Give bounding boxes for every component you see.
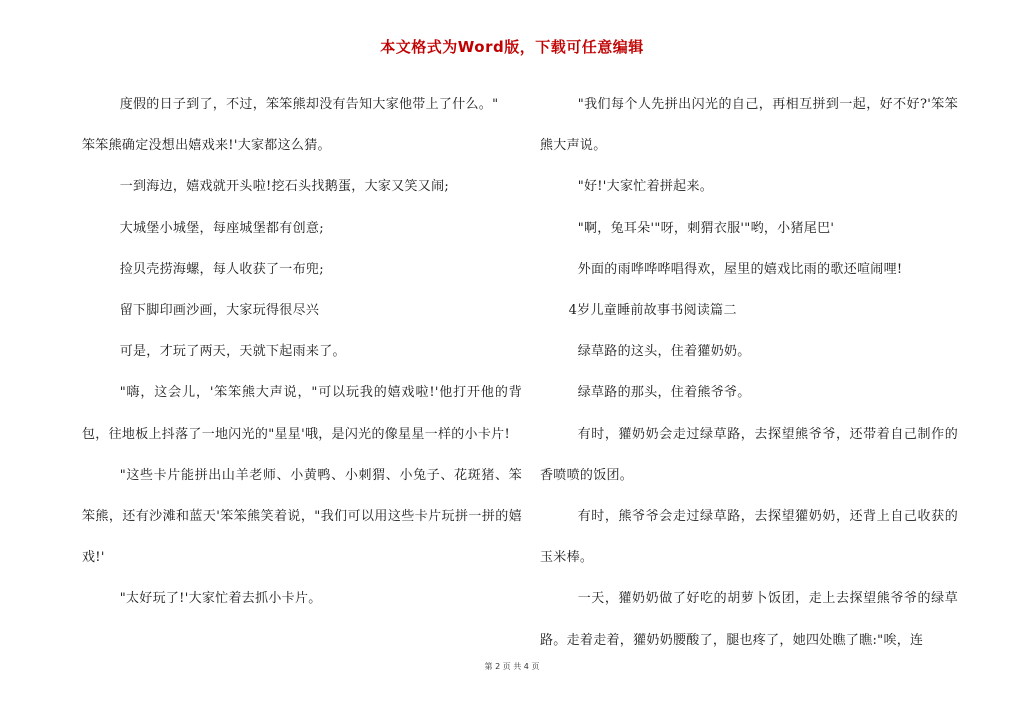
right-column — [540, 84, 958, 661]
paragraph: "太好玩了!'大家忙着去抓小卡片。 — [119, 591, 322, 607]
paragraph: "我们每个人先拼出闪光的自己，再相互拼到一起，好不好?'笨笨熊大声说。 — [540, 97, 958, 154]
page-number: 第 2 页 共 4 页 — [484, 662, 540, 671]
paragraph: 度假的日子到了，不过，笨笨熊却没有告知大家他带上了什么。" — [119, 97, 499, 112]
paragraph: 外面的雨哗哗哗唱得欢，屋里的嬉戏比雨的歌还喧闹哩! — [577, 261, 903, 277]
paragraph: 留下脚印画沙画，大家玩得很尽兴 — [119, 303, 320, 319]
paragraph: "嗨，这会儿，'笨笨熊大声说，"可以玩我的嬉戏啦!'他打开他的背包，往地板上抖落了一地闪光的"星星'哦，是闪光的像星星一样的小卡片! — [82, 385, 522, 442]
paragraph: 绿草路的那头，住着熊爷爷。 — [577, 385, 751, 401]
section-heading: 4岁儿童睡前故事书阅读篇二 — [568, 303, 737, 319]
paragraph: 一到海边，嬉戏就开头啦!挖石头找鹅蛋，大家又笑又闹; — [119, 179, 450, 195]
paragraph: 笨笨熊确定没想出嬉戏来!'大家都这么猜。 — [82, 138, 331, 154]
paragraph: 一天，獾奶奶做了好吃的胡萝卜饭团，走上去探望熊爷爷的绿草路。走着走着，獾奶奶腰酸了，腿也疼了，她四处瞧了瞧:"唉，连 — [540, 591, 958, 648]
document-banner: 本文格式为Word版，下载可任意编辑 — [380, 38, 644, 56]
paragraph: 捡贝壳捞海螺，每人收获了一布兜; — [119, 261, 324, 277]
paragraph: 有时，獾奶奶会走过绿草路，去探望熊爷爷，还带着自己制作的香喷喷的饭团。 — [540, 426, 958, 483]
paragraph: 可是，才玩了两天，天就下起雨来了。 — [119, 344, 346, 360]
paragraph: "这些卡片能拼出山羊老师、小黄鸭、小刺猬、小兔子、花斑猪、笨笨熊，还有沙滩和蓝天'笨笨熊笑着说，"我们可以用这些卡片玩拼一拼的嬉戏!' — [82, 467, 522, 566]
paragraph: 有时，熊爷爷会走过绿草路，去探望獾奶奶，还背上自己收获的玉米棒。 — [540, 509, 958, 566]
left-column — [82, 84, 522, 620]
paragraph: "好!'大家忙着拼起来。 — [577, 179, 714, 195]
paragraph: "啊，兔耳朵'"呀，刺猬衣服'"哟，小猪尾巴' — [577, 220, 835, 236]
paragraph: 大城堡小城堡，每座城堡都有创意; — [119, 220, 324, 236]
paragraph: 绿草路的这头，住着獾奶奶。 — [577, 344, 751, 360]
